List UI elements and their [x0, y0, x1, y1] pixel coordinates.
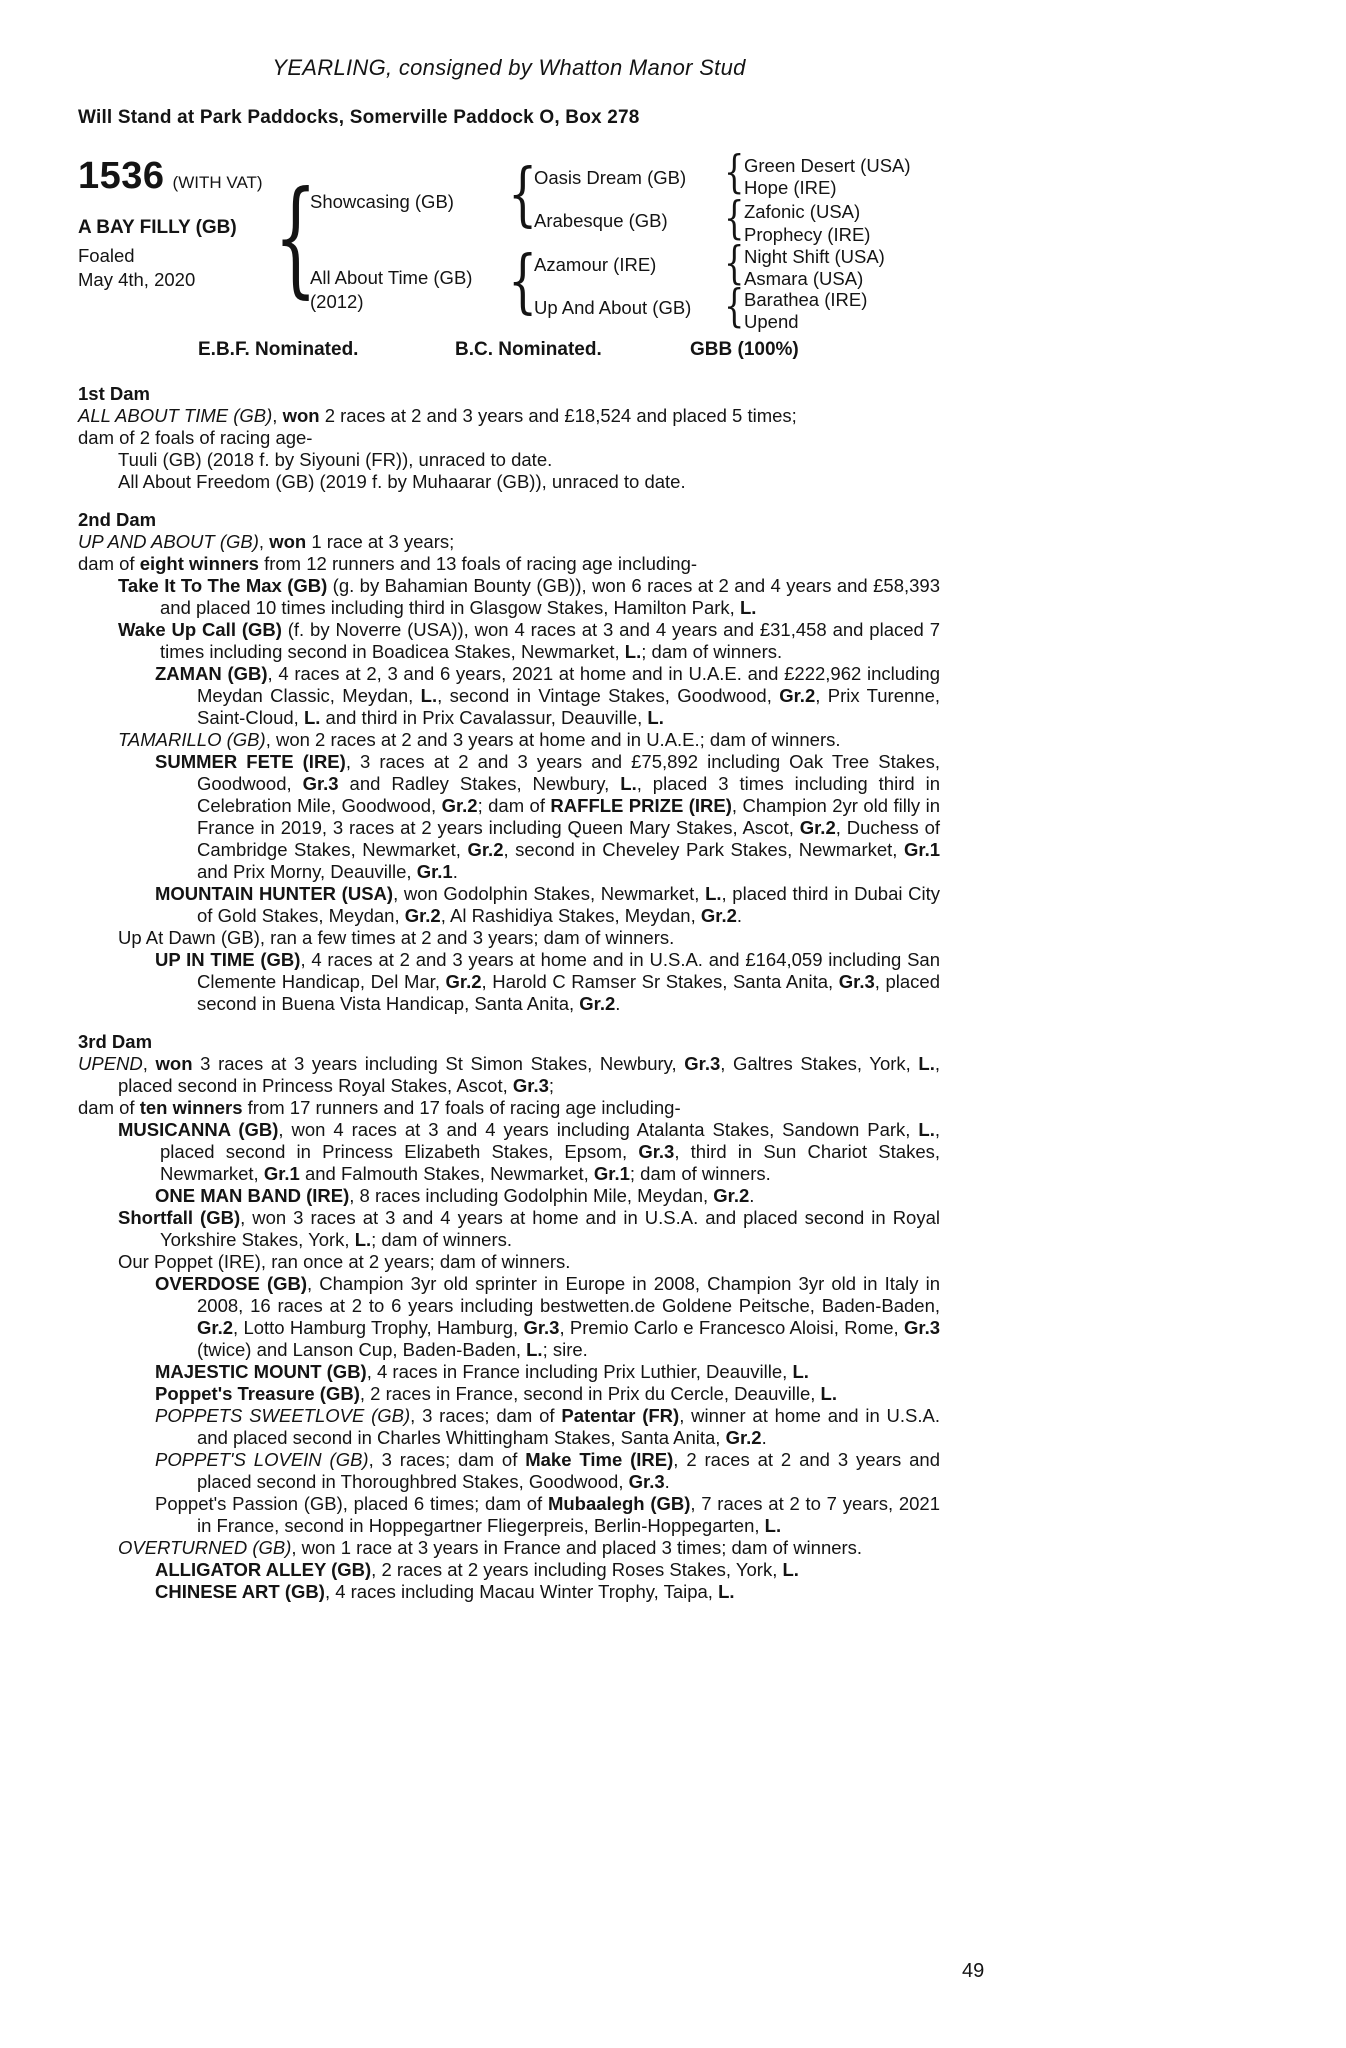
text-segment: Gr.2: [404, 905, 441, 926]
text-segment: , 4 races including Macau Winter Trophy, Taipa,: [324, 1581, 719, 1602]
text-segment: Gr.2: [441, 795, 478, 816]
gen3-name: Asmara (USA): [744, 268, 864, 289]
text-segment: L.: [354, 1229, 372, 1250]
dam-dam: Up And About (GB): [534, 297, 692, 318]
catalogue-paragraph: [155, 751, 941, 883]
text-segment: Shortfall (GB): [118, 1207, 241, 1228]
text-segment: , 4 races at 2, 3 and 6 years, 2021 at home and in U.A.E. and £222,962 including Meydan Classic, Meydan,: [197, 663, 940, 706]
text-segment: Up At Dawn (GB), ran a few times at 2 and 3 years; dam of winners.: [118, 927, 675, 948]
text-segment: Gr.3: [904, 1317, 940, 1338]
catalogue-paragraph: [155, 1449, 941, 1493]
text-segment: ,: [258, 531, 270, 552]
text-segment: Gr.3: [512, 1075, 549, 1096]
text-segment: , Premio Carlo e Francesco Aloisi, Rome,: [559, 1317, 904, 1338]
text-segment: and third in Prix Cavalassur, Deauville,: [320, 707, 648, 728]
catalogue-paragraph: [118, 729, 940, 751]
text-segment: Gr.2: [799, 817, 836, 838]
catalogue-paragraph: [78, 405, 940, 427]
text-segment: Gr.3: [302, 773, 339, 794]
text-segment: , placed second in Princess Royal Stakes, Ascot,: [118, 1053, 940, 1096]
text-segment: .: [736, 905, 743, 926]
text-segment: (g. by Bahamian Bounty (GB)), won 6 races at 2 and 4 years and £58,393 and placed 10 times including third in Glasgow Stakes, Hamilton Park,: [160, 575, 940, 618]
text-segment: , placed second in Buena Vista Handicap, Santa Anita,: [197, 971, 940, 1014]
gen3-name: Barathea (IRE): [744, 289, 868, 310]
text-segment: , Lotto Hamburg Trophy, Hamburg,: [233, 1317, 524, 1338]
gen3-name: Night Shift (USA): [744, 246, 885, 267]
text-segment: .: [452, 861, 458, 882]
text-segment: L.: [918, 1053, 935, 1074]
text-segment: Poppet's Passion (GB), placed 6 times; dam of: [155, 1493, 548, 1514]
pedigree-brace-gen3-3: {: [724, 235, 745, 289]
foaled-date: May 4th, 2020: [78, 269, 196, 290]
text-segment: Gr.3: [523, 1317, 560, 1338]
text-segment: , won 2 races at 2 and 3 years at home and in U.A.E.; dam of winners.: [265, 729, 841, 750]
catalogue-paragraph: [78, 531, 940, 553]
text-segment: Gr.1: [593, 1163, 630, 1184]
text-segment: ten winners: [139, 1097, 243, 1118]
catalogue-paragraph: [118, 1207, 940, 1251]
catalogue-paragraph: [155, 1361, 940, 1383]
catalogue-paragraph: [118, 575, 940, 619]
catalogue-paragraph: [118, 1537, 940, 1559]
text-segment: Gr.3: [628, 1471, 665, 1492]
text-segment: L.: [647, 707, 664, 728]
text-segment: Gr.2: [579, 993, 616, 1014]
text-segment: Gr.1: [416, 861, 453, 882]
text-segment: dam of: [78, 553, 140, 574]
text-segment: ALLIGATOR ALLEY (GB): [155, 1559, 372, 1580]
text-segment: , Harold C Ramser Sr Stakes, Santa Anita,: [481, 971, 839, 992]
text-segment: , Champion 3yr old sprinter in Europe in 2008, Champion 3yr old in Italy in 2008, 16 races at 2 to 6 years including bestwetten.de Goldene Peitsche, Baden-Baden,: [197, 1273, 941, 1316]
consignor-title: YEARLING, consigned by Whatton Manor Stud: [272, 55, 746, 80]
text-segment: won: [155, 1053, 193, 1074]
ebf-nomination: E.B.F. Nominated.: [198, 339, 359, 360]
catalogue-paragraph: [155, 1185, 940, 1207]
text-segment: dam of 2 foals of racing age-: [78, 427, 313, 448]
catalogue-paragraph: [155, 663, 940, 729]
dam-name: All About Time (GB): [310, 267, 473, 288]
text-segment: , winner at home and in U.S.A. and placed second in Charles Whittingham Stakes, Santa Anita,: [197, 1405, 941, 1448]
text-segment: 1 race at 3 years;: [306, 531, 455, 552]
pedigree-brace-gen3-2: {: [724, 190, 745, 244]
gen3-name: Zafonic (USA): [744, 201, 861, 222]
text-segment: MUSICANNA (GB): [118, 1119, 279, 1140]
dam-sire: Azamour (IRE): [534, 254, 657, 275]
text-segment: , third in Sun Chariot Stakes, Newmarket,: [160, 1141, 940, 1184]
text-segment: OVERDOSE (GB): [155, 1273, 308, 1294]
text-segment: and Prix Morny, Deauville,: [197, 861, 417, 882]
text-segment: Gr.2: [725, 1427, 762, 1448]
text-segment: L.: [782, 1559, 799, 1580]
text-segment: L.: [303, 707, 321, 728]
text-segment: , second in Vintage Stakes, Goodwood,: [437, 685, 780, 706]
text-segment: eight winners: [139, 553, 259, 574]
text-segment: L.: [705, 883, 722, 904]
text-segment: Make Time (IRE): [525, 1449, 674, 1470]
catalogue-paragraph: [118, 927, 940, 949]
text-segment: , placed 3 times including third in Celebration Mile, Goodwood,: [197, 773, 940, 816]
horse-description: A BAY FILLY (GB): [78, 217, 237, 238]
gbb-status: GBB (100%): [690, 339, 799, 360]
text-segment: , won 4 races at 3 and 4 years including Atalanta Stakes, Sandown Park,: [278, 1119, 919, 1140]
catalogue-paragraph: [118, 1119, 941, 1185]
text-segment: L.: [620, 773, 637, 794]
text-segment: ; dam of winners.: [371, 1229, 513, 1250]
text-segment: Take It To The Max (GB): [118, 575, 328, 596]
text-segment: .: [749, 1185, 755, 1206]
text-segment: Gr.3: [638, 1141, 675, 1162]
text-segment: , 4 races at 2 and 3 years at home and in U.S.A. and £164,059 including San Clemente Handicap, Del Mar,: [197, 949, 941, 992]
text-segment: , second in Cheveley Park Stakes, Newmarket,: [503, 839, 904, 860]
sire-dam: Arabesque (GB): [534, 210, 668, 231]
text-segment: POPPETS SWEETLOVE (GB): [155, 1405, 411, 1426]
text-segment: 2 races at 2 and 3 years and £18,524 and placed 5 times;: [319, 405, 797, 426]
text-segment: (twice) and Lanson Cup, Baden-Baden,: [197, 1339, 527, 1360]
text-segment: , 3 races; dam of: [368, 1449, 526, 1470]
text-segment: from 17 runners and 17 foals of racing age including-: [242, 1097, 681, 1118]
text-segment: , won 1 race at 3 years in France and placed 3 times; dam of winners.: [291, 1537, 863, 1558]
text-segment: ,: [142, 1053, 156, 1074]
text-segment: POPPET'S LOVEIN (GB): [155, 1449, 369, 1470]
text-segment: TAMARILLO (GB): [118, 729, 266, 750]
text-segment: , won Godolphin Stakes, Newmarket,: [393, 883, 706, 904]
text-segment: , won 3 races at 3 and 4 years at home and in U.S.A. and placed second in Royal Yorkshire Stakes, York,: [160, 1207, 940, 1250]
text-segment: dam of: [78, 1097, 140, 1118]
text-segment: L.: [526, 1339, 543, 1360]
text-segment: Mubaalegh (GB): [547, 1493, 691, 1514]
text-segment: , 2 races at 2 and 3 years and placed second in Thoroughbred Stakes, Goodwood,: [197, 1449, 941, 1492]
text-segment: ALL ABOUT TIME (GB): [78, 405, 273, 426]
text-segment: and Radley Stakes, Newbury,: [338, 773, 621, 794]
lot-row: [78, 155, 263, 198]
text-segment: L.: [820, 1383, 837, 1404]
text-segment: , Duchess of Cambridge Stakes, Newmarket,: [197, 817, 941, 860]
text-segment: .: [615, 993, 621, 1014]
text-segment: , 7 races at 2 to 7 years, 2021 in France, second in Hoppegartner Fliegerpreis, Berlin-Hoppegarten,: [197, 1493, 940, 1536]
text-segment: , 2 races at 2 years including Roses Stakes, York,: [371, 1559, 783, 1580]
text-segment: , Prix Turenne, Saint-Cloud,: [197, 685, 940, 728]
text-segment: Gr.2: [467, 839, 504, 860]
text-segment: CHINESE ART (GB): [155, 1581, 325, 1602]
catalogue-paragraph: [155, 1493, 940, 1537]
text-segment: Gr.2: [445, 971, 482, 992]
gen3-name: Upend: [744, 311, 799, 332]
text-segment: , 8 races including Godolphin Mile, Meydan,: [349, 1185, 714, 1206]
catalogue-paragraph: [155, 1383, 940, 1405]
text-segment: ; dam of: [477, 795, 551, 816]
stand-location: Will Stand at Park Paddocks, Somerville Paddock O, Box 278: [78, 107, 640, 128]
text-segment: SUMMER FETE (IRE): [155, 751, 346, 772]
text-segment: ; sire.: [542, 1339, 588, 1360]
text-segment: L.: [718, 1581, 735, 1602]
pedigree-brace-sire: {: [508, 153, 538, 234]
text-segment: ,: [272, 405, 283, 426]
text-segment: MOUNTAIN HUNTER (USA): [155, 883, 394, 904]
dam-sections: [78, 383, 940, 1603]
text-segment: Gr.1: [904, 839, 940, 860]
section-heading-1: 1st Dam: [78, 383, 150, 404]
text-segment: Wake Up Call (GB): [118, 619, 282, 640]
text-segment: UPEND: [78, 1053, 143, 1074]
text-segment: , placed third in Dubai City of Gold Stakes, Meydan,: [197, 883, 940, 926]
catalogue-paragraph: [78, 427, 940, 449]
catalogue-paragraph: [118, 471, 940, 493]
text-segment: , Al Rashidiya Stakes, Meydan,: [440, 905, 701, 926]
gen3-name: Hope (IRE): [744, 177, 837, 198]
gen3-name: Prophecy (IRE): [744, 224, 871, 245]
text-segment: , 3 races; dam of: [410, 1405, 562, 1426]
text-segment: MAJESTIC MOUNT (GB): [155, 1361, 367, 1382]
sire-sire: Oasis Dream (GB): [534, 167, 687, 188]
lot-number: 1536: [78, 155, 165, 197]
text-segment: Gr.2: [700, 905, 737, 926]
text-segment: , 3 races at 2 and 3 years and £75,892 including Oak Tree Stakes, Goodwood,: [197, 751, 940, 794]
catalogue-paragraph: [155, 883, 940, 927]
catalogue-page-content: [78, 55, 940, 1603]
text-segment: Gr.3: [684, 1053, 721, 1074]
catalogue-paragraph: [78, 553, 940, 575]
text-segment: Gr.3: [838, 971, 875, 992]
text-segment: L.: [420, 685, 438, 706]
text-segment: L.: [624, 641, 642, 662]
text-segment: ; dam of winners.: [629, 1163, 771, 1184]
catalogue-paragraph: [155, 1273, 941, 1361]
catalogue-paragraph: [118, 619, 940, 663]
text-segment: OVERTURNED (GB): [118, 1537, 292, 1558]
text-segment: , 2 races in France, second in Prix du Cercle, Deauville,: [359, 1383, 821, 1404]
catalogue-paragraph: [155, 1559, 940, 1581]
pedigree-brace-gen3-4: {: [724, 278, 745, 332]
text-segment: L.: [918, 1119, 935, 1140]
catalogue-paragraph: [78, 1097, 940, 1119]
text-segment: L.: [739, 597, 757, 618]
text-segment: Poppet's Treasure (GB): [155, 1383, 360, 1404]
text-segment: Gr.2: [713, 1185, 750, 1206]
pedigree-diagram: [78, 144, 940, 339]
text-segment: ZAMAN (GB): [155, 663, 268, 684]
text-segment: , Galtres Stakes, York,: [720, 1053, 919, 1074]
pedigree-brace-dam: {: [508, 240, 538, 321]
section-heading-2: 2nd Dam: [78, 509, 157, 530]
text-segment: .: [761, 1427, 767, 1448]
text-segment: UP AND ABOUT (GB): [78, 531, 259, 552]
vat-note: (WITH VAT): [172, 173, 263, 192]
text-segment: All About Freedom (GB) (2019 f. by Muhaarar (GB)), unraced to date.: [118, 471, 686, 492]
catalogue-paragraph: [78, 1053, 940, 1097]
text-segment: Patentar (FR): [561, 1405, 680, 1426]
gen3-name: Green Desert (USA): [744, 155, 911, 176]
section-heading-3: 3rd Dam: [78, 1031, 153, 1052]
text-segment: won: [282, 405, 320, 426]
text-segment: ; dam of winners.: [641, 641, 783, 662]
text-segment: L.: [792, 1361, 809, 1382]
text-segment: Gr.2: [779, 685, 816, 706]
text-segment: L.: [764, 1515, 782, 1536]
text-segment: Our Poppet (IRE), ran once at 2 years; dam of winners.: [118, 1251, 571, 1272]
text-segment: , 4 races in France including Prix Luthier, Deauville,: [366, 1361, 793, 1382]
text-segment: Gr.2: [197, 1317, 233, 1338]
text-segment: from 12 runners and 13 foals of racing age including-: [258, 553, 698, 574]
text-segment: and Falmouth Stakes, Newmarket,: [299, 1163, 594, 1184]
dam-year: (2012): [310, 291, 364, 312]
page-number: 49: [962, 1960, 985, 1982]
text-segment: RAFFLE PRIZE (IRE): [550, 795, 732, 816]
catalogue-paragraph: [155, 1581, 940, 1603]
text-segment: (f. by Noverre (USA)), won 4 races at 3 and 4 years and £31,458 and placed 7 times including second in Boadicea Stakes, Newmarket,: [160, 619, 940, 662]
foaled-label: Foaled: [78, 245, 135, 266]
text-segment: won: [269, 531, 307, 552]
catalogue-paragraph: [155, 949, 941, 1015]
text-segment: , Champion 2yr old filly in France in 2019, 3 races at 2 years including Queen Mary Stakes, Ascot,: [197, 795, 940, 838]
text-segment: , placed second in Princess Elizabeth Stakes, Epsom,: [160, 1119, 941, 1162]
pedigree-brace-gen1: {: [274, 165, 318, 313]
text-segment: .: [664, 1471, 670, 1492]
text-segment: UP IN TIME (GB): [155, 949, 301, 970]
sire-name: Showcasing (GB): [310, 191, 454, 212]
catalogue-paragraph: [118, 449, 940, 471]
pedigree-brace-gen3-1: {: [724, 144, 745, 198]
text-segment: 3 races at 3 years including St Simon Stakes, Newbury,: [192, 1053, 685, 1074]
catalogue-paragraph: [155, 1405, 941, 1449]
text-segment: Tuuli (GB) (2018 f. by Siyouni (FR)), unraced to date.: [118, 449, 553, 470]
bc-nomination: B.C. Nominated.: [455, 339, 602, 360]
text-segment: ;: [548, 1075, 555, 1096]
text-segment: Gr.1: [263, 1163, 300, 1184]
text-segment: ONE MAN BAND (IRE): [155, 1185, 350, 1206]
nominations-row: [78, 339, 940, 365]
catalogue-paragraph: [118, 1251, 940, 1273]
